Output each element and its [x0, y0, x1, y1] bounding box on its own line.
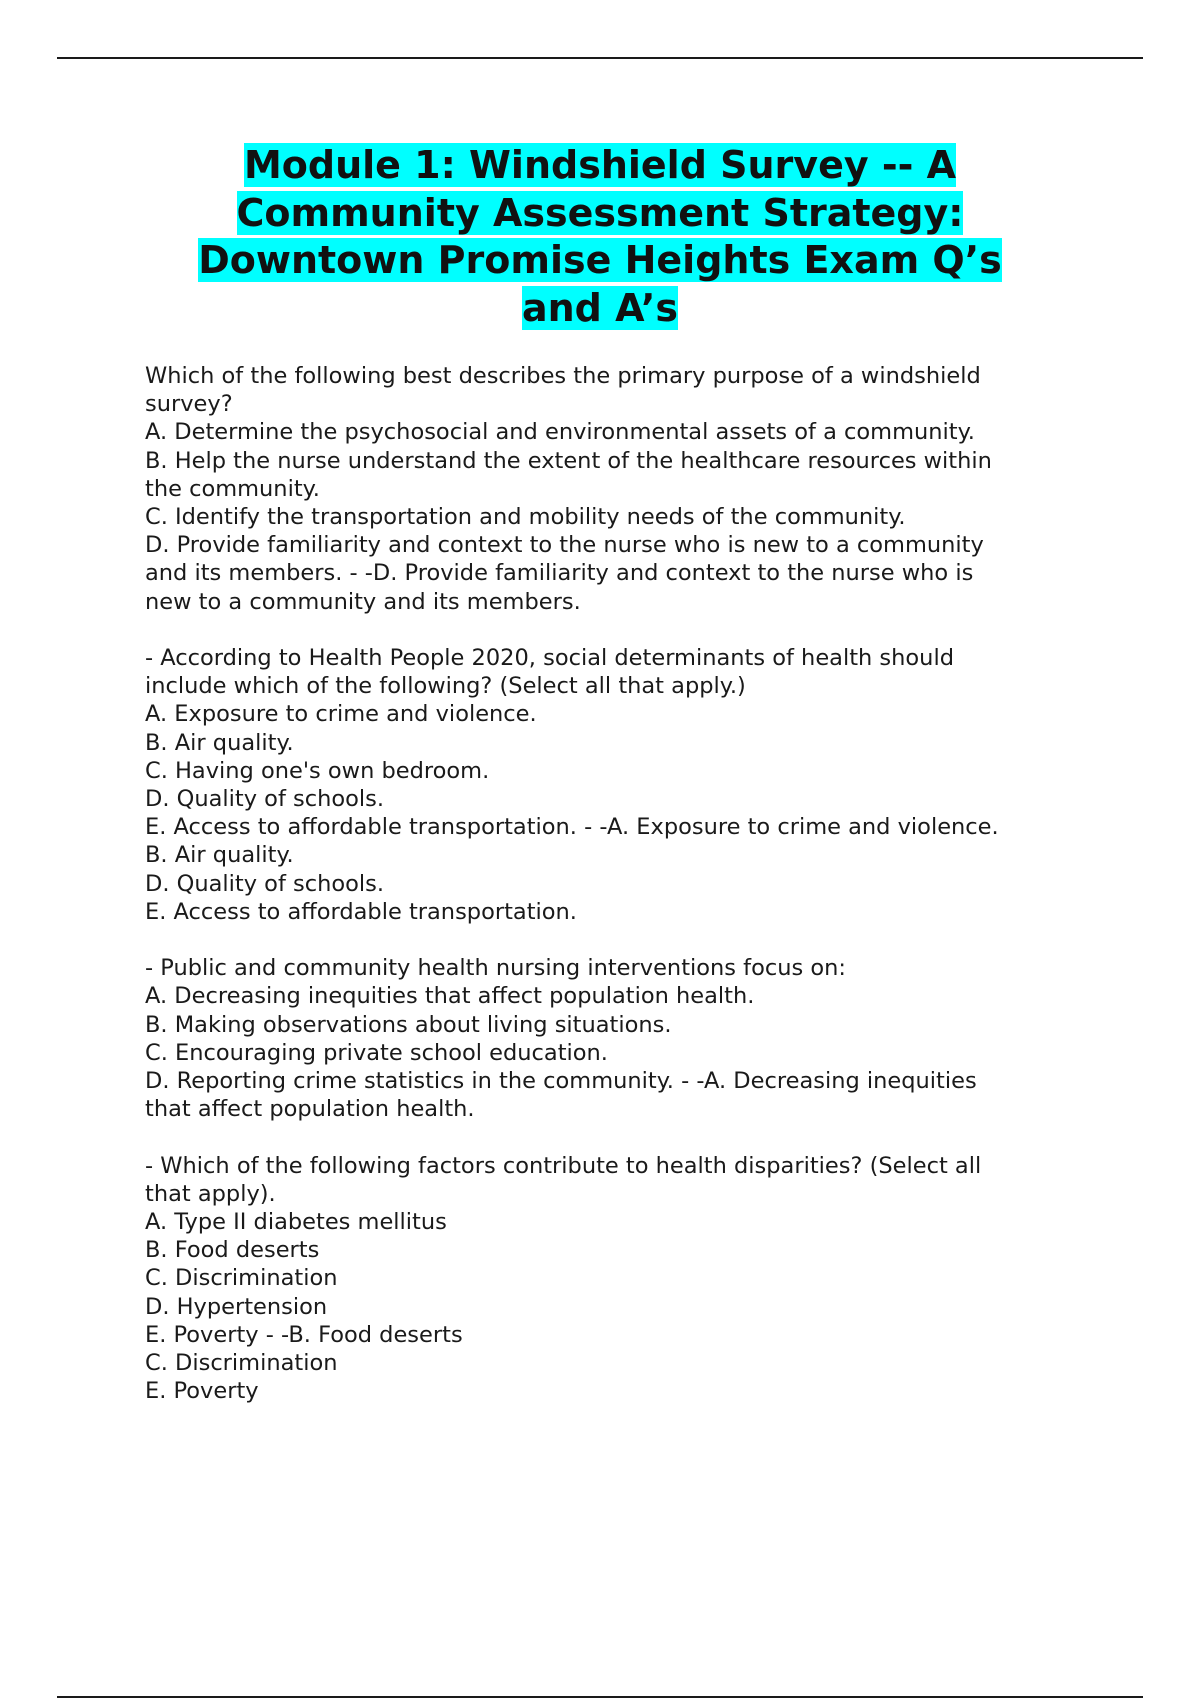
text-line: C. Identify the transportation and mobility needs of the community. [145, 504, 906, 531]
text-line: E. Poverty [145, 1378, 259, 1405]
document-title [110, 142, 1090, 332]
text-line: - According to Health People 2020, social determinants of health should [145, 645, 954, 672]
text-line: and its members. - -D. Provide familiarity and context to the nurse who is [145, 560, 974, 587]
text-line: A. Exposure to crime and violence. [145, 701, 537, 728]
qa-block-windshield-purpose [145, 362, 1085, 616]
text-line: survey? [145, 391, 233, 418]
text-line: B. Air quality. [145, 842, 294, 869]
text-line: - Public and community health nursing interventions focus on: [145, 955, 846, 982]
text-line: - Which of the following factors contribute to health disparities? (Select all [145, 1152, 982, 1179]
text-line: B. Air quality. [145, 729, 294, 756]
text-line: A. Type II diabetes mellitus [145, 1209, 447, 1236]
text-line: E. Access to affordable transportation. [145, 898, 577, 925]
text-line: that affect population health. [145, 1096, 475, 1123]
text-line: the community. [145, 475, 320, 502]
text-line: D. Quality of schools. [145, 870, 385, 897]
title-line: Downtown Promise Heights Exam Q’s [198, 238, 1002, 282]
text-line: C. Having one's own bedroom. [145, 757, 490, 784]
text-line: D. Reporting crime statistics in the community. - -A. Decreasing inequities [145, 1068, 977, 1095]
text-line: new to a community and its members. [145, 588, 581, 615]
text-line: that apply). [145, 1180, 276, 1207]
top-rule [57, 57, 1143, 59]
qa-block-nursing-interventions [145, 954, 1085, 1123]
text-line: D. Provide familiarity and context to the nurse who is new to a community [145, 532, 984, 559]
bottom-rule [57, 1696, 1143, 1698]
text-line: B. Food deserts [145, 1237, 320, 1264]
text-line: Which of the following best describes the primary purpose of a windshield [145, 363, 981, 389]
text-line: C. Discrimination [145, 1350, 338, 1377]
text-line: D. Hypertension [145, 1293, 328, 1320]
title-line: Community Assessment Strategy: [236, 190, 964, 235]
text-line: include which of the following? (Select all that apply.) [145, 673, 746, 700]
qa-block-health-disparities [145, 1152, 1085, 1406]
text-line: E. Poverty - -B. Food deserts [145, 1321, 463, 1348]
text-line: A. Decreasing inequities that affect population health. [145, 983, 755, 1010]
text-line: E. Access to affordable transportation. - -A. Exposure to crime and violence. [145, 814, 999, 841]
document-body [145, 362, 1085, 1405]
qa-block-social-determinants [145, 644, 1085, 926]
text-line: A. Determine the psychosocial and environmental assets of a community. [145, 419, 975, 446]
text-line: D. Quality of schools. [145, 786, 385, 813]
text-line: C. Discrimination [145, 1265, 338, 1292]
text-line: C. Encouraging private school education. [145, 1039, 608, 1066]
text-line: B. Making observations about living situations. [145, 1011, 672, 1038]
title-line: Module 1: Windshield Survey -- A [243, 143, 957, 187]
text-line: B. Help the nurse understand the extent of the healthcare resources within [145, 447, 992, 474]
title-line: and A’s [521, 285, 679, 330]
